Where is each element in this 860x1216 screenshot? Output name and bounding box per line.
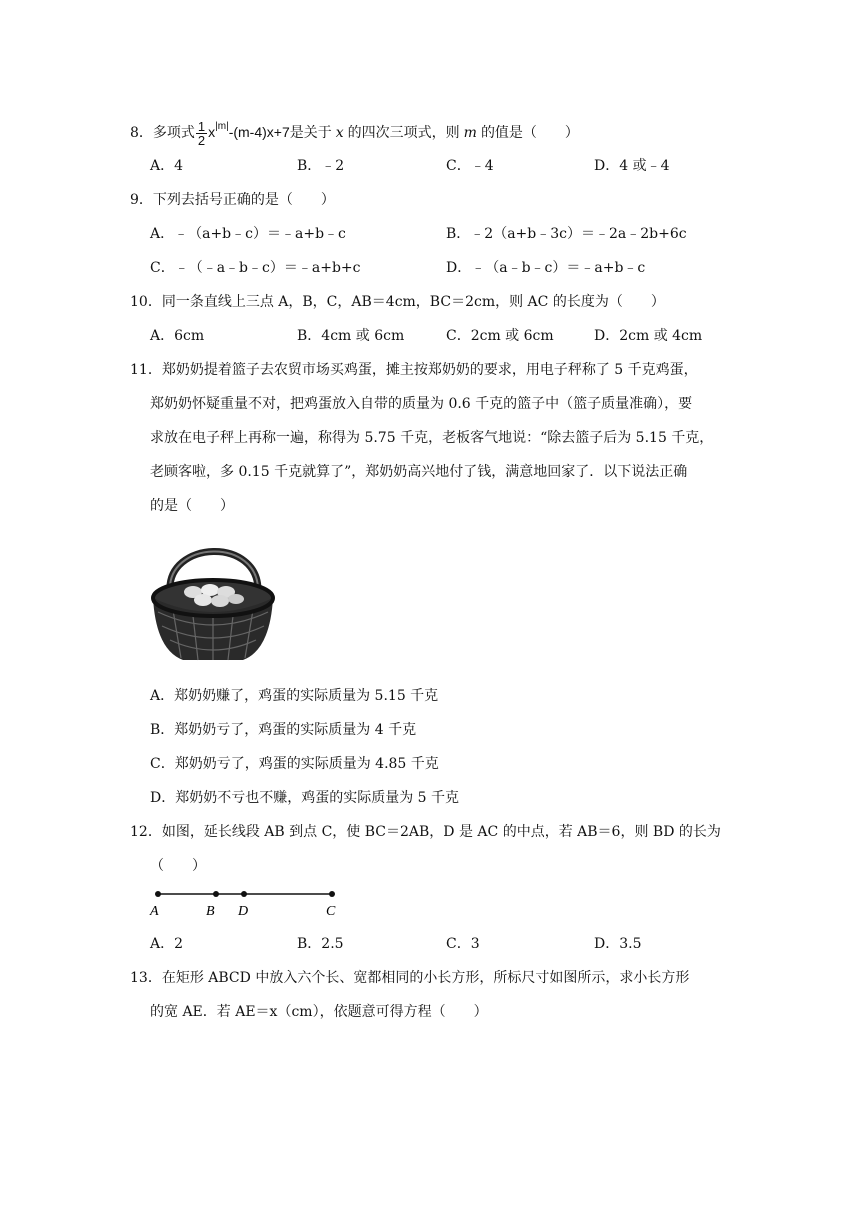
- q11-line-1: 郑奶奶提着篮子去农贸市场买鸡蛋，摊主按郑奶奶的要求，用电子秤称了 5 千克鸡蛋，: [161, 362, 698, 378]
- q12-number: 12．: [130, 824, 162, 840]
- q8-suffix-c: 的值是（ ）: [480, 125, 579, 141]
- q13-line-2: 的宽 AE．若 AE＝x（cm），依题意可得方程（ ）: [150, 1004, 488, 1020]
- q8-option-d[interactable]: D．4 或﹣4: [594, 158, 670, 174]
- label-b: B: [206, 904, 215, 919]
- q12-option-b[interactable]: B．2.5: [297, 936, 344, 952]
- q11-option-d[interactable]: D．郑奶奶不亏也不赚，鸡蛋的实际质量为 5 千克: [150, 790, 460, 806]
- point-a: [155, 891, 161, 897]
- q10-stem: 同一条直线上三点 A，B，C，AB＝4cm，BC＝2cm，则 AC 的长度为（ ）: [161, 294, 665, 310]
- q9-option-c[interactable]: C．﹣（﹣a﹣b﹣c）＝﹣a+b+c: [150, 260, 361, 276]
- q8-var-m: m: [463, 125, 477, 141]
- q8-prefix: 多项式: [152, 125, 195, 141]
- q8-poly-x: x: [208, 124, 216, 140]
- q9-option-a[interactable]: A．﹣（a+b﹣c）＝﹣a+b﹣c: [150, 226, 346, 242]
- point-c: [329, 891, 335, 897]
- q12-option-c[interactable]: C．3: [446, 936, 480, 952]
- q12-line-2: （ ）: [150, 858, 206, 874]
- q10-option-a[interactable]: A．6cm: [150, 328, 205, 344]
- q8-exponent: |m|: [215, 121, 229, 132]
- label-a: A: [150, 904, 159, 919]
- q10-option-d[interactable]: D．2cm 或 4cm: [594, 328, 703, 344]
- question-8: [130, 114, 579, 147]
- q8-suffix-a: 是关于: [289, 125, 332, 141]
- q12-option-a[interactable]: A．2: [150, 936, 184, 952]
- egg-basket-image: [148, 530, 278, 668]
- q12-option-d[interactable]: D．3.5: [594, 936, 642, 952]
- q9-option-d[interactable]: D．﹣（a﹣b﹣c）＝﹣a+b﹣c: [446, 260, 646, 276]
- q8-var-x: x: [335, 125, 344, 141]
- q10-option-c[interactable]: C．2cm 或 6cm: [446, 328, 554, 344]
- label-d: D: [238, 904, 249, 919]
- question-10: [130, 292, 665, 312]
- question-13: [130, 968, 689, 988]
- q10-number: 10．: [130, 294, 162, 310]
- q11-option-c[interactable]: C．郑奶奶亏了，鸡蛋的实际质量为 4.85 千克: [150, 756, 439, 772]
- q11-line-3: 求放在电子秤上再称一遍，称得为 5.75 千克，老板客气地说：“除去篮子后为 5.15 千克，: [150, 430, 714, 446]
- q13-line-1: 在矩形 ABCD 中放入六个长、宽都相同的小长方形，所标尺寸如图所示，求小长方形: [161, 970, 690, 986]
- q10-option-b[interactable]: B．4cm 或 6cm: [297, 328, 405, 344]
- q11-line-5: 的是（ ）: [150, 498, 234, 514]
- q13-number: 13．: [130, 970, 162, 986]
- q8-poly-rest: -(m-4)x+7: [228, 124, 290, 140]
- q8-option-c[interactable]: C．﹣4: [446, 158, 494, 174]
- line-segment-figure: [148, 884, 348, 920]
- q11-option-b[interactable]: B．郑奶奶亏了，鸡蛋的实际质量为 4 千克: [150, 722, 417, 738]
- question-12: [130, 822, 721, 842]
- label-c: C: [326, 904, 336, 919]
- q11-option-a[interactable]: A．郑奶奶赚了，鸡蛋的实际质量为 5.15 千克: [150, 688, 439, 704]
- q8-option-a[interactable]: A．4: [150, 158, 184, 174]
- question-11: [130, 360, 698, 380]
- q8-option-b[interactable]: B．﹣2: [297, 158, 345, 174]
- q11-line-4: 老顾客啦，多 0.15 千克就算了”，郑奶奶高兴地付了钱，满意地回家了．以下说法正确: [150, 464, 688, 480]
- q8-number: 8．: [130, 125, 153, 141]
- q12-line-1: 如图，延长线段 AB 到点 C，使 BC＝2AB，D 是 AC 的中点，若 AB＝6，则 BD 的长为: [161, 824, 721, 840]
- q9-option-b[interactable]: B．﹣2（a+b﹣3c）＝﹣2a﹣2b+6c: [446, 226, 687, 242]
- q8-suffix-b: 的四次三项式，则: [347, 125, 460, 141]
- point-b: [213, 891, 219, 897]
- q8-fraction: $\frac{1}{2}$: [197, 118, 206, 148]
- q9-number: 9．: [130, 192, 153, 208]
- question-9: [130, 190, 335, 210]
- q11-number: 11．: [130, 362, 162, 378]
- point-d: [241, 891, 247, 897]
- q11-line-2: 郑奶奶怀疑重量不对，把鸡蛋放入自带的质量为 0.6 千克的篮子中（篮子质量准确），要: [150, 396, 693, 412]
- q9-stem: 下列去括号正确的是（ ）: [152, 192, 335, 208]
